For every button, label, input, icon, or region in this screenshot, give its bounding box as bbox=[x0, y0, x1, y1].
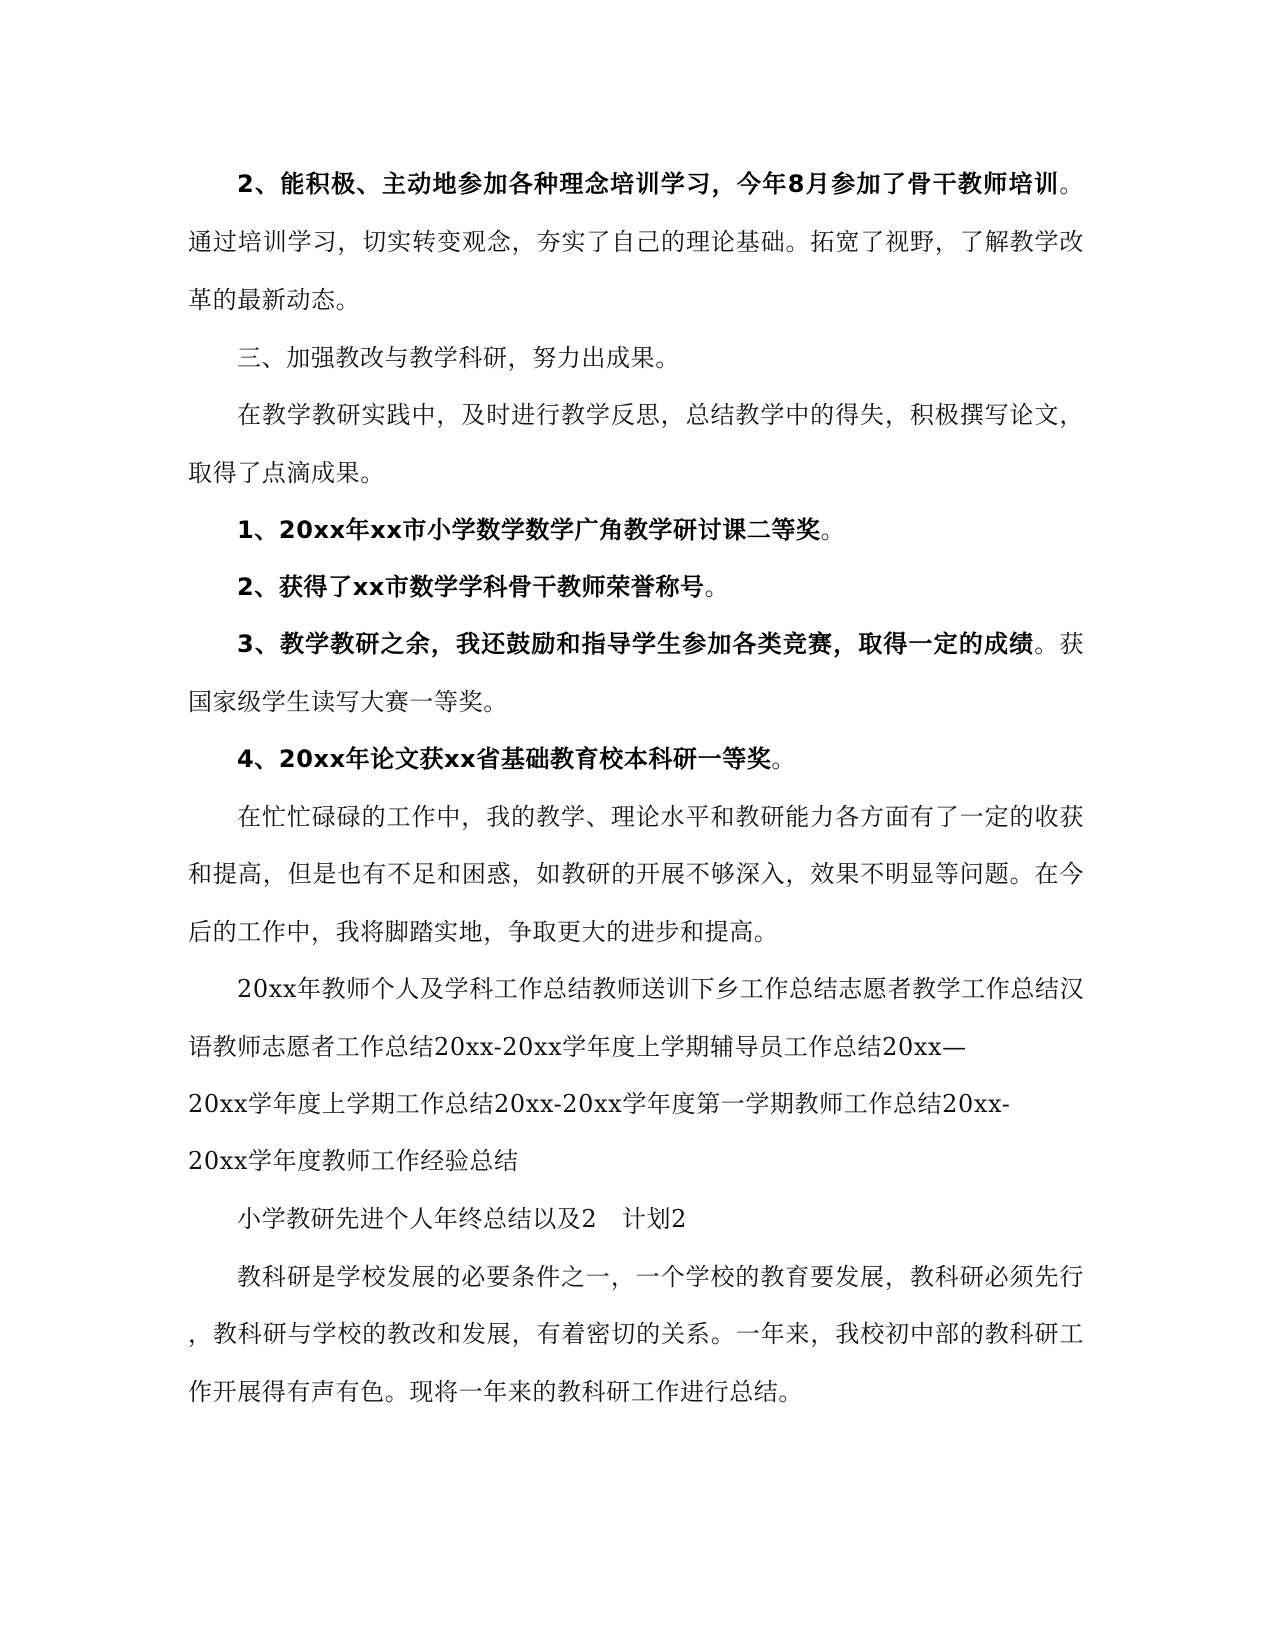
paragraph-line-18 bbox=[188, 1145, 519, 1177]
plain-text: 教科研是学校发展的必要条件之一，一个学校的教育要发展，教科研必须先行 bbox=[237, 1263, 1084, 1291]
paragraph-line-16 bbox=[188, 1031, 967, 1063]
list-item-2 bbox=[237, 571, 729, 603]
paragraph-line-6 bbox=[188, 457, 385, 489]
plain-text: 三、加强教改与教学科研，努力出成果。 bbox=[237, 344, 680, 372]
plain-text: 作开展得有声有色。现将一年来的教科研工作进行总结。 bbox=[188, 1378, 803, 1406]
plain-text: 。 bbox=[820, 516, 846, 544]
plain-text: 。 bbox=[1059, 170, 1084, 198]
plain-text: 语教师志愿者工作总结20xx-20xx学年度上学期辅导员工作总结20xx— bbox=[188, 1033, 967, 1061]
document-subtitle bbox=[237, 1203, 687, 1235]
plain-text: 。获 bbox=[1034, 630, 1084, 658]
paragraph-line-21 bbox=[188, 1318, 1084, 1350]
bold-text: 2、能积极、主动地参加各种理念培训学习，今年8月参加了骨干教师培训 bbox=[237, 170, 1060, 198]
plain-text: 20xx学年度教师工作经验总结 bbox=[188, 1147, 519, 1175]
paragraph-line-3 bbox=[188, 284, 360, 316]
paragraph-line-17 bbox=[188, 1088, 1010, 1120]
plain-text: 。 bbox=[704, 573, 730, 601]
plain-text: 和提高，但是也有不足和困惑，如教研的开展不够深入，效果不明显等问题。在今 bbox=[188, 860, 1084, 888]
paragraph-line-22 bbox=[188, 1376, 803, 1408]
plain-text: 革的最新动态。 bbox=[188, 286, 361, 314]
bold-text: 2、获得了xx市数学学科骨干教师荣誉称号 bbox=[237, 573, 705, 601]
plain-text: 在忙忙碌碌的工作中，我的教学、理论水平和教研能力各方面有了一定的收获 bbox=[237, 803, 1084, 831]
paragraph-line-2 bbox=[188, 226, 1084, 258]
plain-text: 小学教研先进个人年终总结以及2 计划2 bbox=[237, 1205, 687, 1233]
plain-text: 通过培训学习，切实转变观念，夯实了自己的理论基础。拓宽了视野，了解教学改 bbox=[188, 228, 1084, 256]
section-heading-line bbox=[237, 342, 680, 374]
plain-text: 国家级学生读写大赛一等奖。 bbox=[188, 688, 508, 716]
paragraph-line-10 bbox=[188, 686, 508, 718]
plain-text: 取得了点滴成果。 bbox=[188, 459, 385, 487]
plain-text: 在教学教研实践中，及时进行教学反思，总结教学中的得失，积极撰写论文， bbox=[237, 401, 1084, 429]
plain-text: 20xx学年度上学期工作总结20xx-20xx学年度第一学期教师工作总结20xx- bbox=[188, 1090, 1011, 1118]
paragraph-line-12 bbox=[237, 801, 1084, 833]
paragraph-line-15 bbox=[237, 973, 1084, 1005]
list-item-4 bbox=[237, 743, 796, 775]
paragraph-line-1 bbox=[237, 168, 1084, 200]
list-item-1 bbox=[237, 514, 845, 546]
paragraph-line-14 bbox=[188, 916, 778, 948]
paragraph-line-20 bbox=[237, 1261, 1084, 1293]
bold-text: 4、20xx年论文获xx省基础教育校本科研一等奖 bbox=[237, 745, 772, 773]
bold-text: 1、20xx年xx市小学数学数学广角教学研讨课二等奖 bbox=[237, 516, 821, 544]
list-item-3 bbox=[237, 628, 1084, 660]
plain-text: ，教科研与学校的教改和发展，有着密切的关系。一年来，我校初中部的教科研工 bbox=[188, 1320, 1084, 1348]
paragraph-line-13 bbox=[188, 858, 1084, 890]
paragraph-line-5 bbox=[237, 399, 1084, 431]
plain-text: 后的工作中，我将脚踏实地，争取更大的进步和提高。 bbox=[188, 918, 779, 946]
plain-text: 。 bbox=[771, 745, 797, 773]
plain-text: 20xx年教师个人及学科工作总结教师送训下乡工作总结志愿者教学工作总结汉 bbox=[237, 975, 1085, 1003]
bold-text: 3、教学教研之余，我还鼓励和指导学生参加各类竞赛，取得一定的成绩 bbox=[237, 630, 1035, 658]
